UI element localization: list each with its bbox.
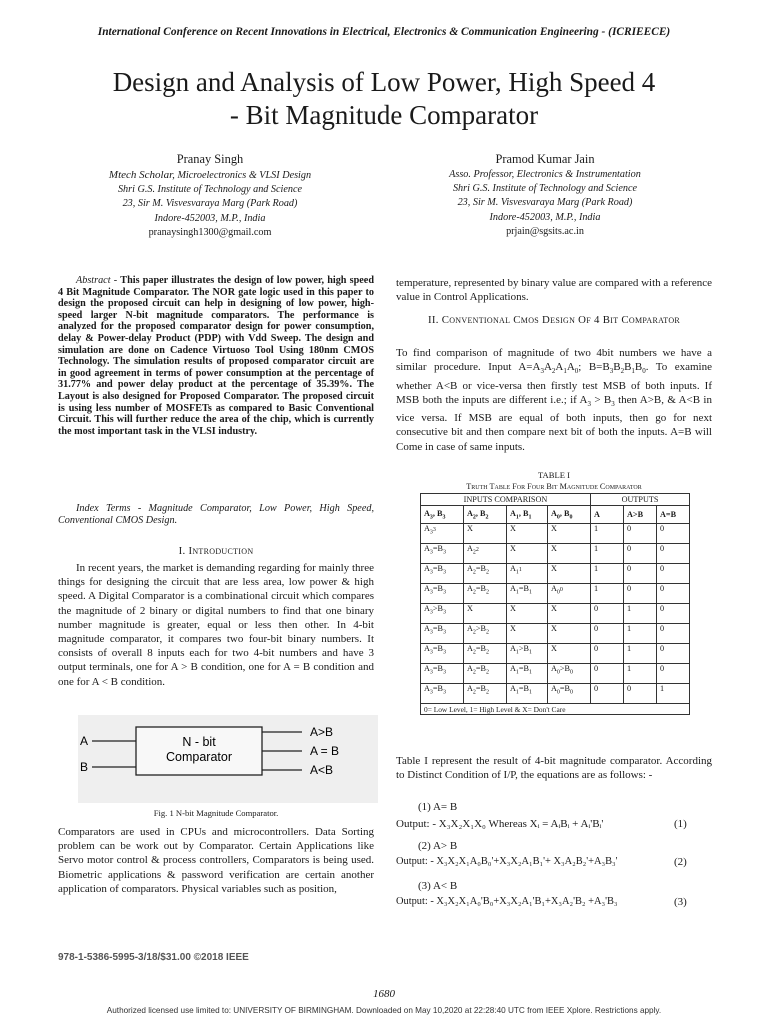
table-cell: 0 <box>657 624 690 644</box>
table-cell: 0 <box>657 564 690 584</box>
table-cell: 1 <box>624 624 657 644</box>
header-inputs: INPUTS COMPARISON <box>421 494 591 506</box>
table-cell: X <box>548 544 591 564</box>
continued-paragraph: temperature, represented by binary value are compared with a reference value in Control Applications. <box>396 277 712 304</box>
table-cell: $A_33$ <box>421 524 464 544</box>
author-address: 23, Sir M. Visvesvaraya Marg (Park Road) <box>122 198 298 210</box>
author-role: Asso. Professor, Electronics & Instrumentation <box>449 169 641 180</box>
section-1-heading: I. Introduction <box>178 545 254 557</box>
section-2-paragraph: To find comparison of magnitude of two 4bit numbers we have a similar procedure. Input $A=A_3A_2A_1A_0$; $B=B_3B_2B_1B_0$. To examine whether A<B or vice-versa then firstly test MSB of both inputs. If MSB both the inputs are different i.e.; if $A_3 > B_3$ then A>B, & A<B in vice versa. If MSB are equal of both inputs, then go for next consecutive bit and then compare next bit of both the inputs. A=B will Come in case of same inputs. <box>396 347 712 453</box>
index-terms: Index Terms - Magnitude Comparator, Low Power, High Speed, Conventional CMOS Design. <box>58 503 374 526</box>
table-row <box>421 544 690 564</box>
table-cell: $A_2=B_2$ <box>464 664 507 684</box>
abstract <box>58 275 374 437</box>
table-cell: 1 <box>591 564 624 584</box>
output-gt-label: A>B <box>310 725 334 739</box>
output-eq-label: A = B <box>310 744 340 758</box>
table-cell: $A_3=B_3$ <box>421 624 464 644</box>
table-cell: X <box>548 604 591 624</box>
output-lt-label: A<B <box>310 763 334 777</box>
author-email: prjain@sgsits.ac.in <box>506 225 584 237</box>
table-cell: $A_2=B_2$ <box>464 684 507 704</box>
table-cell: $A_3=B_3$ <box>421 644 464 664</box>
table-cell: X <box>507 604 548 624</box>
table-cell: 0 <box>657 644 690 664</box>
table-cell: 0 <box>657 584 690 604</box>
column-header: $A_2$, $B_2$ <box>464 506 507 524</box>
table-cell: $A_3=B_3$ <box>421 664 464 684</box>
table-cell: $A_00$ <box>548 584 591 604</box>
table-cell: 0 <box>624 564 657 584</box>
table-cell: $A_1>B_1$ <box>507 644 548 664</box>
author-institute: Shri G.S. Institute of Technology and Science <box>452 183 638 195</box>
table-cell: 0 <box>657 664 690 684</box>
table-cell: 1 <box>624 644 657 664</box>
title-line-1: Design and Analysis of Low Power, High Speed 4 <box>112 67 656 97</box>
table-cell: 0 <box>591 644 624 664</box>
license-notice: Authorized licensed use limited to: UNIVERSITY OF BIRMINGHAM. Downloaded on May 10,2020 at 22:28:40 UTC from IEEE Xplore. Restrictions apply. <box>106 1006 662 1015</box>
equation-1-label: (1) A= B <box>418 801 458 813</box>
table-cell: 1 <box>591 584 624 604</box>
equation-1: Output: - X₃X₂X₁X₀ Whereas Xᵢ = AᵢBᵢ + Aᵢ'Bᵢ' <box>396 818 604 830</box>
author-city: Indore-452003, M.P., India <box>489 211 601 223</box>
table-cell: 1 <box>624 664 657 684</box>
table-cell: $A_1=B_1$ <box>507 684 548 704</box>
equation-2-number: (2) <box>674 856 687 868</box>
table-label: TABLE I <box>537 470 570 480</box>
equations-intro: Table I represent the result of 4-bit magnitude comparator. According to Distinct Condition of I/P, the equations are as follows: - <box>396 755 712 782</box>
table-cell: $A_2>B_2$ <box>464 624 507 644</box>
author-2 <box>405 151 685 239</box>
table-cell: X <box>548 524 591 544</box>
page-number: 1680 <box>373 988 395 1000</box>
block-label-line-1: N - bit <box>182 735 216 749</box>
author-role: Mtech Scholar, Microelectronics & VLSI Design <box>108 169 312 181</box>
table-cell: $A_11$ <box>507 564 548 584</box>
table-cell: X <box>507 624 548 644</box>
table-row <box>421 684 690 704</box>
block-label-line-2: Comparator <box>166 750 232 764</box>
isbn-copyright: 978-1-5386-5995-3/18/$31.00 ©2018 IEEE <box>58 952 249 963</box>
table-cell: $A_2=B_2$ <box>464 644 507 664</box>
table-cell: $A_3>B_3$ <box>421 604 464 624</box>
table-cell: 0 <box>591 684 624 704</box>
table-cell: X <box>548 624 591 644</box>
equation-2: Output: - X₃X₂X₁A₀B₀'+X₃X₂A₁B₁'+ X₃A₂B₂'+A₃B₃' <box>396 856 618 867</box>
equation-2-label: (2) A> B <box>418 840 458 852</box>
abstract-text: This paper illustrates the design of low power, high speed 4 Bit Magnitude Comparator. The NOR gate logic used in this paper to design the proposed circuit can help in designing of low power, high-speed larger N-bit magnitude comparators. The performance is analyzed for the proposed comparator design for power consumption, delay & Power-delay Product (PDP) with Vdd Sweep. The design and simulation are done on Cadence Virtuoso Tool Using 180nm CMOS Technology. The simulation results of proposed comparator circuit are in good agreement in terms of power consumption at the percentage of 31.77% and power delay product at the percentage of 35.39%. The Layout is also designed for Proposed Comparator. The proposed circuit is using less number of MOSFETs as compared to Basic Conventional Circuit. This will further reduce the area of the chip, which is currently the most important task in the VLSI industry. <box>58 275 374 437</box>
table-row <box>421 524 690 544</box>
table-cell: X <box>507 524 548 544</box>
figure-1-caption: Fig. 1 N-bit Magnitude Comparator. <box>153 808 279 818</box>
table-cell: 1 <box>657 684 690 704</box>
column-header: $A_0$, $B_0$ <box>548 506 591 524</box>
table-cell: 0 <box>657 544 690 564</box>
column-header: $A_3$, $B_3$ <box>421 506 464 524</box>
table-cell: $A_3=B_3$ <box>421 584 464 604</box>
table-cell: 1 <box>624 604 657 624</box>
column-header-row <box>421 506 690 524</box>
table-row <box>421 564 690 584</box>
intro-paragraph: In recent years, the market is demanding regarding for mainly three things for designing the circuit that are less area, low power & high speed. A Digital Comparator is a combinational circuit which compares the magnitude of 2 binary or digital numbers to find that one binary number magnitude is greater, equal or less then other. In 4-bit magnitude comparator, it compares two four-bit binary numbers. It consists of overall 8 inputs each for two 4-bit numbers and have 3 output terminals, one for A > B condition, one for A = B condition and one for A < B condition. <box>58 562 374 688</box>
author-1 <box>70 151 350 240</box>
paper-title <box>40 66 728 132</box>
comparator-diagram <box>78 715 378 803</box>
table-note: 0= Low Level, 1= High Level & X= Don't Care <box>421 704 690 715</box>
author-address: 23, Sir M. Visvesvaraya Marg (Park Road) <box>457 197 633 209</box>
table-row <box>421 624 690 644</box>
equation-3: Output: - X₃X₂X₁A₀'B₀+X₃X₂A₁'B₁+X₃A₂'B₂ +A₃'B₃ <box>396 896 618 907</box>
table-row <box>421 644 690 664</box>
author-name: Pranay Singh <box>176 152 244 166</box>
column-header: A>B <box>624 506 657 524</box>
table-cell: $A_3=B_3$ <box>421 544 464 564</box>
equation-1-number: (1) <box>674 818 687 830</box>
table-cell: X <box>507 544 548 564</box>
column-header: A <box>591 506 624 524</box>
table-cell: X <box>464 604 507 624</box>
table-cell: X <box>548 564 591 584</box>
table-cell: 0 <box>591 664 624 684</box>
title-line-2: - Bit Magnitude Comparator <box>229 100 539 130</box>
table-cell: 0 <box>624 684 657 704</box>
figure-1 <box>78 715 378 803</box>
author-email: pranaysingh1300@gmail.com <box>148 226 272 238</box>
equation-3-number: (3) <box>674 896 687 908</box>
author-name: Pramod Kumar Jain <box>495 152 595 166</box>
table-cell: $A_3=B_3$ <box>421 564 464 584</box>
table-cell: 0 <box>624 544 657 564</box>
table-cell: 0 <box>591 604 624 624</box>
table-cell: 0 <box>657 604 690 624</box>
table-cell: $A_1=B_1$ <box>507 664 548 684</box>
input-a-label: A <box>80 734 89 748</box>
column-header: A=B <box>657 506 690 524</box>
table-cell: X <box>548 644 591 664</box>
table-cell: $A_2=B_2$ <box>464 564 507 584</box>
applications-paragraph: Comparators are used in CPUs and microcontrollers. Data Sorting problem can be work out by Comparator. Certain Applications like Servo motor control & process controllers, Comparators is being used. Biometric applications & password verification are certain another application of comparators. Physical variables such as position, <box>58 826 374 895</box>
table-cell: X <box>464 524 507 544</box>
table-caption: Truth Table For Four Bit Magnitude Comparator <box>466 482 642 491</box>
table-cell: $A_1=B_1$ <box>507 584 548 604</box>
header-outputs: OUTPUTS <box>591 494 690 506</box>
column-header: $A_1$, $B_1$ <box>507 506 548 524</box>
truth-table <box>420 493 690 715</box>
table-cell: $A_3=B_3$ <box>421 684 464 704</box>
author-institute: Shri G.S. Institute of Technology and Science <box>117 184 303 196</box>
table-cell: 1 <box>591 524 624 544</box>
table-cell: $A_0>B_0$ <box>548 664 591 684</box>
table-cell: $A_2=B_2$ <box>464 584 507 604</box>
table-cell: 0 <box>624 524 657 544</box>
table-cell: 0 <box>624 584 657 604</box>
author-city: Indore-452003, M.P., India <box>154 212 266 224</box>
abstract-lead: Abstract - <box>76 275 118 286</box>
table-cell: 0 <box>657 524 690 544</box>
table-cell: $A_22$ <box>464 544 507 564</box>
table-row <box>421 584 690 604</box>
conference-header: International Conference on Recent Innovations in Electrical, Electronics & Communication Engineering - (ICRIEECE) <box>97 26 671 38</box>
table-cell: 1 <box>591 544 624 564</box>
equation-3-label: (3) A< B <box>418 880 458 892</box>
table-row <box>421 604 690 624</box>
section-2-heading: II. Conventional Cmos Design Of 4 Bit Comparator <box>427 314 681 326</box>
table-cell: 0 <box>591 624 624 644</box>
table-row <box>421 664 690 684</box>
input-b-label: B <box>80 760 89 774</box>
table-cell: $A_0=B_0$ <box>548 684 591 704</box>
